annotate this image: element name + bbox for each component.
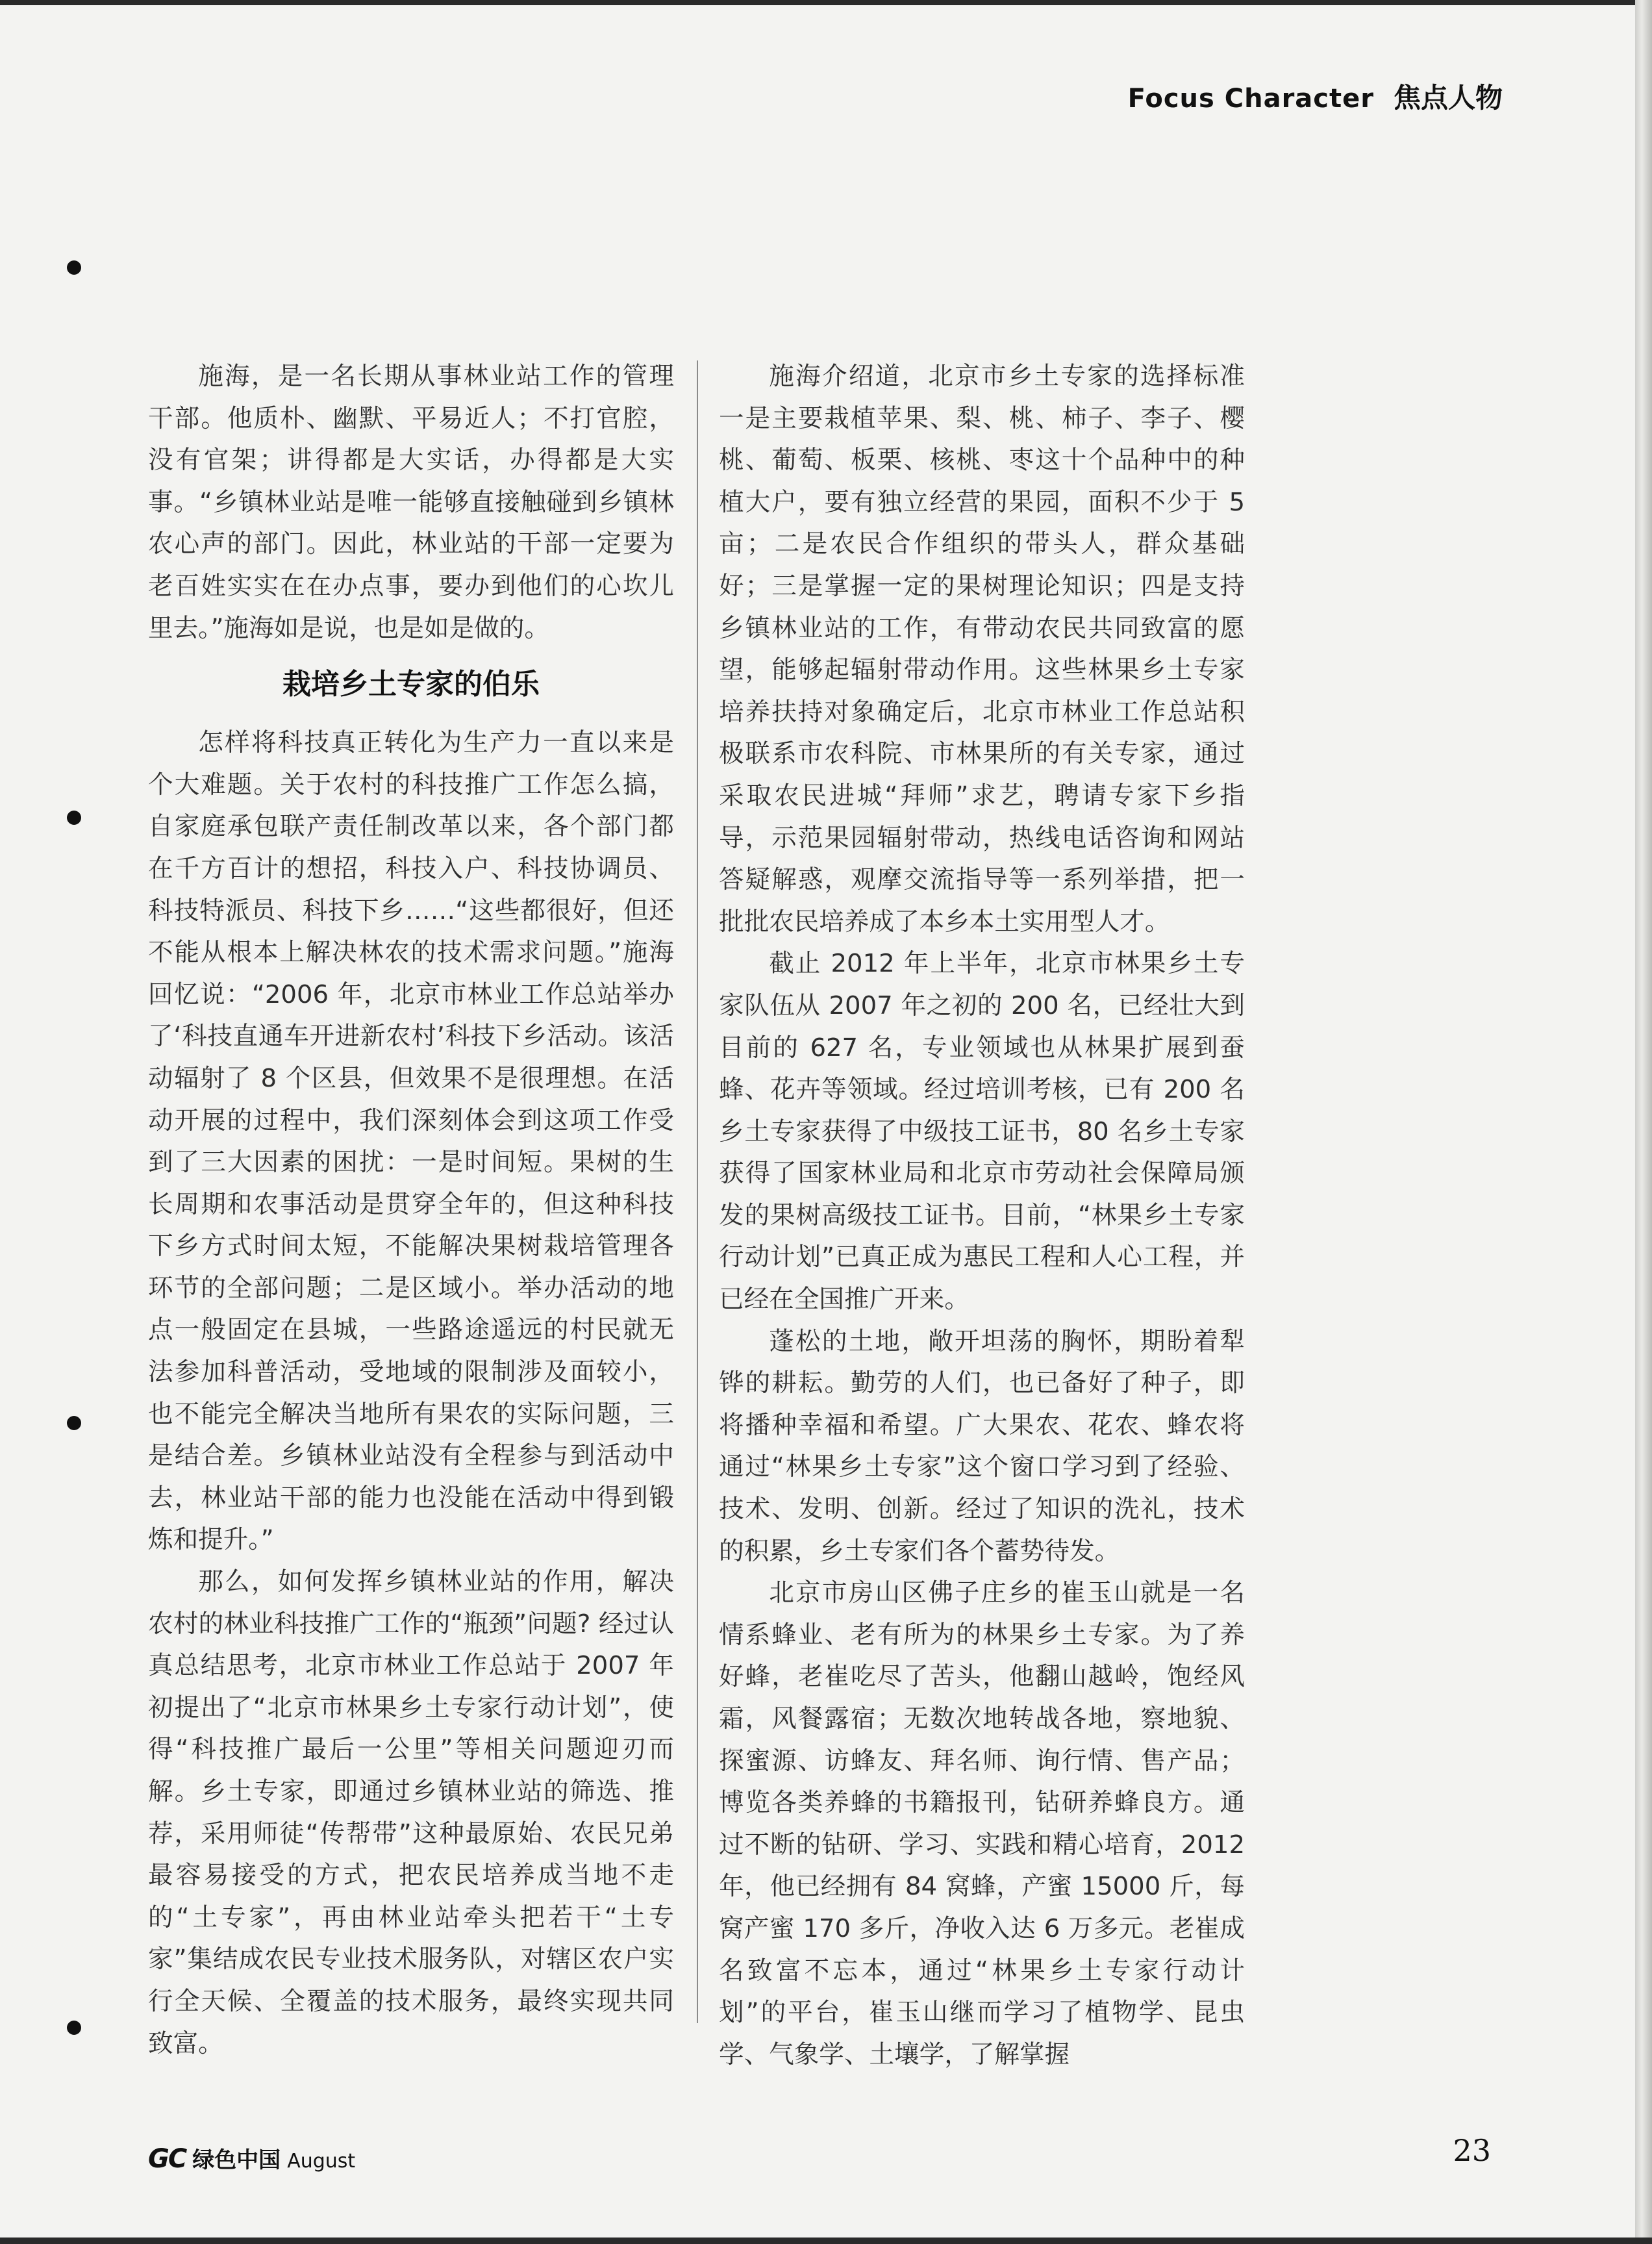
- running-header: [1128, 77, 1503, 116]
- paragraph: 施海介绍道，北京市乡土专家的选择标准一是主要栽植苹果、梨、桃、柿子、李子、樱桃、葡萄、板栗、核桃、枣这十个品种中的种植大户，要有独立经营的果园，面积不少于 5 亩；二是农民合作组织的带头人，群众基础好；三是掌握一定的果树理论知识；四是支持乡镇林业站的工作，有带动农民共同致富的愿望，能够起辐射带动作用。这些林果乡土专家培养扶持对象确定后，北京市林业工作总站积极联系市农科院、市林果所的有关专家，通过采取农民进城“拜师”求艺，聘请专家下乡指导，示范果园辐射带动，热线电话咨询和网站答疑解惑，观摩交流指导等一系列举措，把一批批农民培养成了本乡本土实用型人才。: [719, 362, 1245, 937]
- binder-hole-icon: [67, 260, 81, 275]
- paragraph: 怎样将科技真正转化为生产力一直以来是个大难题。关于农村的科技推广工作怎么搞，自家庭承包联产责任制改革以来，各个部门都在千方百计的想招，科技入户、科技协调员、科技特派员、科技下乡……“这些都很好，但还不能从根本上解决林农的技术需求问题。”施海回忆说：“2006 年，北京市林业工作总站举办了‘科技直通车开进新农村’科技下乡活动。该活动辐射了 8 个区县，但效果不是很理想。在活动开展的过程中，我们深刻体会到这项工作受到了三大因素的困扰：一是时间短。果树的生长周期和农事活动是贯穿全年的，但这种科技下乡方式时间太短，不能解决果树栽培管理各环节的全部问题；二是区域小。举办活动的地点一般固定在县城，一些路途遥远的村民就无法参加科普活动，受地域的限制涉及面较小，也不能完全解决当地所有果农的实际问题，三是结合差。乡镇林业站没有全程参与到活动中去，林业站干部的能力也没能在活动中得到锻炼和提升。”: [148, 728, 674, 1555]
- binder-hole-icon: [67, 1416, 81, 1430]
- paragraph: 截止 2012 年上半年，北京市林果乡土专家队伍从 2007 年之初的 200 名，已经壮大到目前的 627 名，专业领域也从林果扩展到蚕蜂、花卉等领域。经过培训考核，已有 200 名乡土专家获得了中级技工证书，80 名乡土专家获得了国家林业局和北京市劳动社会保障局颁发的果树高级技工证书。目前，“林果乡土专家行动计划”已真正成为惠民工程和人心工程，并已经在全国推广开来。: [719, 949, 1245, 1315]
- magazine-logo: GC: [148, 2144, 186, 2174]
- page-right-edge: [1635, 0, 1652, 2244]
- issue-month: August: [287, 2150, 356, 2173]
- page-top-edge: [0, 0, 1652, 5]
- page-bottom-edge: [0, 2238, 1652, 2244]
- section-title-en: Focus Character: [1127, 84, 1374, 114]
- left-column: [148, 356, 674, 2065]
- paragraph: 施海，是一名长期从事林业站工作的管理干部。他质朴、幽默、平易近人；不打官腔，没有官架；讲得都是大实话，办得都是大实事。“乡镇林业站是唯一能够直接触碰到乡镇林农心声的部门。因此，林业站的干部一定要为老百姓实实在在办点事，要办到他们的心坎儿里去。”施海如是说，也是如是做的。: [148, 362, 674, 643]
- magazine-name: 绿色中国: [192, 2147, 281, 2173]
- paragraph: 北京市房山区佛子庄乡的崔玉山就是一名情系蜂业、老有所为的林果乡土专家。为了养好蜂，老崔吃尽了苦头，他翻山越岭，饱经风霜，风餐露宿；无数次地转战各地，察地貌、探蜜源、访蜂友、拜名师、询行情、售产品；博览各类养蜂的书籍报刊，钻研养蜂良方。通过不断的钻研、学习、实践和精心培育，2012 年，他已经拥有 84 窝蜂，产蜜 15000 斤，每窝产蜜 170 多斤，净收入达 6 万多元。老崔成名致富不忘本，通过“林果乡土专家行动计划”的平台，崔玉山继而学习了植物学、昆虫学、气象学、土壤学，了解掌握: [719, 1578, 1245, 2069]
- paragraph: 蓬松的土地，敞开坦荡的胸怀，期盼着犁铧的耕耘。勤劳的人们，也已备好了种子，即将播种幸福和希望。广大果农、花农、蜂农将通过“林果乡土专家”这个窗口学习到了经验、技术、发明、创新。经过了知识的洗礼，技术的积累，乡土专家们各个蓄势待发。: [719, 1326, 1245, 1566]
- section-title-zh: 焦点人物: [1393, 82, 1503, 114]
- footer-brand: [148, 2142, 355, 2174]
- page-number: 23: [1453, 2133, 1491, 2168]
- paragraph: 那么，如何发挥乡镇林业站的作用，解决农村的林业科技推广工作的“瓶颈”问题? 经过认真总结思考，北京市林业工作总站于 2007 年初提出了“北京市林果乡土专家行动计划”，使得“科技推广最后一公里”等相关问题迎刃而解。乡土专家，即通过乡镇林业站的筛选、推荐，采用师徒“传帮带”这种最原始、农民兄弟最容易接受的方式，把农民培养成当地不走的“土专家”，再由林业站牵头把若干“土专家”集结成农民专业技术服务队，对辖区农户实行全天候、全覆盖的技术服务，最终实现共同致富。: [148, 1567, 674, 2058]
- right-column: [719, 356, 1245, 2076]
- binder-hole-icon: [67, 811, 81, 825]
- binder-hole-icon: [67, 2021, 81, 2035]
- column-divider: [697, 360, 698, 2023]
- section-heading: 栽培乡土专家的伯乐: [282, 668, 540, 701]
